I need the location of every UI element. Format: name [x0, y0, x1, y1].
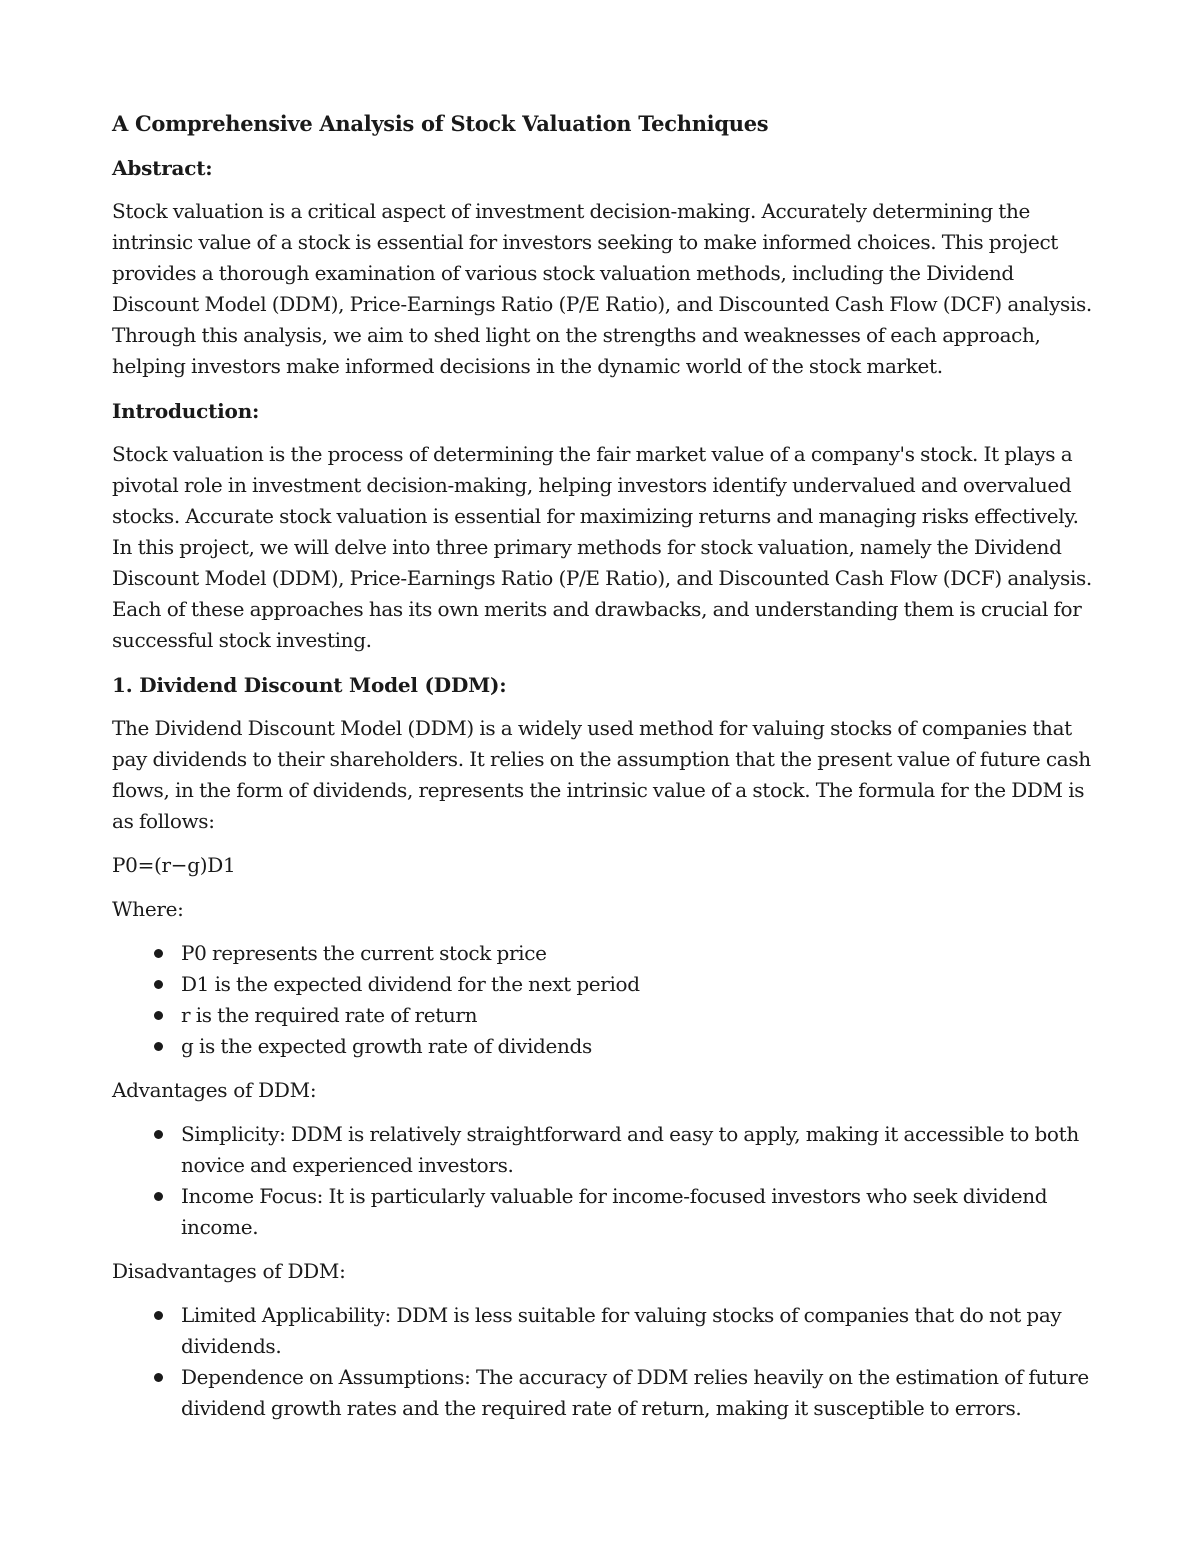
bullet-icon — [154, 980, 163, 989]
bullet-icon — [154, 1130, 163, 1139]
advantages-label: Advantages of DDM: — [112, 1078, 317, 1102]
introduction-heading: Introduction: — [112, 399, 260, 423]
where-label: Where: — [112, 897, 184, 921]
abstract-paragraph: Stock valuation is a critical aspect of investment decision-making. Accurately determining the intrinsic value of a stock is essential for investors seeking to make informed choices. This project provides a thorough examination of various stock valuation methods, including the Dividend Discount Model (DDM), Price-Earnings Ratio (P/E Ratio), and Discounted Cash Flow (DCF) analysis. Through this analysis, we aim to shed light on the strengths and weaknesses of each approach, helping investors make informed decisions in the dynamic world of the stock market. — [112, 199, 1092, 378]
document-page — [112, 108, 1092, 1437]
bullet-icon — [154, 1011, 163, 1020]
document-title: A Comprehensive Analysis of Stock Valuation Techniques — [112, 111, 769, 136]
list-item-text: r is the required rate of return — [181, 1003, 478, 1027]
list-item — [112, 1031, 1092, 1062]
ddm-paragraph: The Dividend Discount Model (DDM) is a widely used method for valuing stocks of companies that pay dividends to their shareholders. It relies on the assumption that the present value of future cash flows, in the form of dividends, represents the intrinsic value of a stock. The formula for the DDM is as follows: — [112, 716, 1091, 833]
list-item — [112, 969, 1092, 1000]
list-item — [112, 1181, 1092, 1243]
list-item — [112, 938, 1092, 969]
list-item-text: Income Focus: It is particularly valuable for income-focused investors who seek dividend income. — [181, 1184, 1048, 1239]
disadvantages-label: Disadvantages of DDM: — [112, 1259, 346, 1283]
bullet-icon — [154, 949, 163, 958]
list-item — [112, 1000, 1092, 1031]
list-item-text: g is the expected growth rate of dividends — [181, 1034, 592, 1058]
list-item-text: P0 represents the current stock price — [181, 941, 547, 965]
list-item-text: Simplicity: DDM is relatively straightforward and easy to apply, making it accessible to both novice and experienced investors. — [181, 1122, 1079, 1177]
bullet-icon — [154, 1373, 163, 1382]
bullet-icon — [154, 1311, 163, 1320]
ddm-formula: P0=(r−g)D1 — [112, 853, 236, 877]
bullet-icon — [154, 1192, 163, 1201]
ddm-heading: 1. Dividend Discount Model (DDM): — [112, 673, 507, 697]
list-item — [112, 1300, 1092, 1362]
abstract-heading: Abstract: — [112, 156, 213, 180]
bullet-icon — [154, 1042, 163, 1051]
list-item-text: Dependence on Assumptions: The accuracy of DDM relies heavily on the estimation of future dividend growth rates and the required rate of return, making it susceptible to errors. — [181, 1365, 1089, 1420]
advantages-list — [112, 1119, 1092, 1243]
introduction-paragraph: Stock valuation is the process of determining the fair market value of a company's stock. It plays a pivotal role in investment decision-making, helping investors identify undervalued and overvalued stocks. Accurate stock valuation is essential for maximizing returns and managing risks effectively. In this project, we will delve into three primary methods for stock valuation, namely the Dividend Discount Model (DDM), Price-Earnings Ratio (P/E Ratio), and Discounted Cash Flow (DCF) analysis. Each of these approaches has its own merits and drawbacks, and understanding them is crucial for successful stock investing. — [112, 442, 1092, 652]
list-item — [112, 1362, 1092, 1424]
disadvantages-list — [112, 1300, 1092, 1424]
list-item-text: D1 is the expected dividend for the next period — [181, 972, 640, 996]
list-item-text: Limited Applicability: DDM is less suitable for valuing stocks of companies that do not pay dividends. — [181, 1303, 1062, 1358]
variables-list — [112, 938, 1092, 1062]
list-item — [112, 1119, 1092, 1181]
